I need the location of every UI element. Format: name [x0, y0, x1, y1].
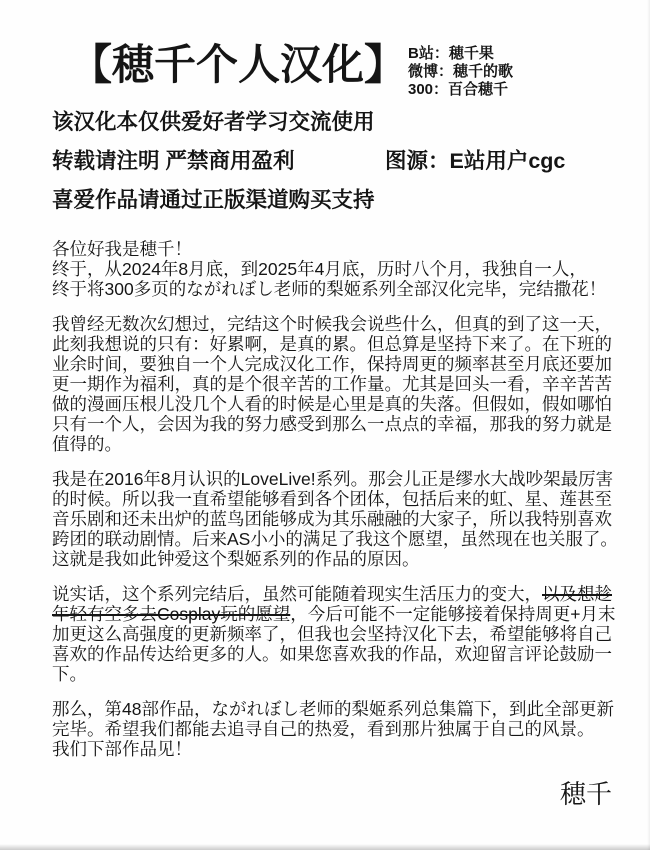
- text-line: 只有一个人，会因为我的努力感受到那么一点点的幸福，那我的努力就是: [52, 414, 612, 434]
- text-line: 这就是我如此钟爱这个梨姬系列的作品的原因。: [52, 549, 420, 569]
- text-line: 各位好我是穂千！: [52, 239, 192, 259]
- bilibili-handle: B站：穂千果: [408, 45, 494, 62]
- text-line: 下。: [52, 664, 87, 684]
- text-line: 喜欢的作品传达给更多的人。如果您喜欢我的作品，欢迎留言评论鼓励一: [52, 644, 612, 664]
- text-line: 加更这么高强度的更新频率了，但我也会坚持汉化下去，希望能够将自己: [52, 624, 612, 644]
- text-line: 更一期作为福利，真的是个很辛苦的工作量。尤其是回头一看，辛辛苦苦: [52, 374, 612, 394]
- text-line: 终于将300多页的ながれぼし老师的梨姬系列全部汉化完毕，完结撒花！: [52, 279, 607, 299]
- signature: 穂千: [559, 779, 612, 809]
- text-line: 此刻我想说的只有：好累啊，是真的累。但总算是坚持下来了。在下班的: [52, 334, 612, 354]
- text-line: 做的漫画压根儿没几个人看的时候是心里是真的失落。但假如，假如哪怕: [52, 394, 612, 414]
- text-line: 那么，第48部作品，ながれぼし老师的梨姬系列总集篇下，到此全部更新: [52, 699, 614, 719]
- paragraph-future-plans: [52, 584, 632, 684]
- paragraph-farewell: [52, 699, 632, 759]
- scan-edge-bottom: [0, 844, 650, 850]
- text-line: 业余时间，要独自一个人完成汉化工作，保持周更的频率甚至月底还要加: [52, 354, 612, 374]
- usage-notice: [52, 103, 622, 220]
- 300hero-handle: 300：百合穂千: [408, 81, 509, 98]
- strikethrough-text: 以及想趁: [542, 584, 612, 604]
- text-line: 完毕。希望我们都能去追寻自己的热爱，看到那片独属于自己的风景。: [52, 719, 595, 739]
- text-line: 终于，从2024年8月底，到2025年4月底，历时八个月，我独自一人，: [52, 259, 587, 279]
- text-line: 的时候。所以我一直希望能够看到各个团体，包括后来的虹、星、莲甚至: [52, 489, 612, 509]
- notice-image-source: 图源：E站用户cgc: [385, 149, 566, 173]
- notice-usage-line: 该汉化本仅供爱好者学习交流使用: [52, 110, 375, 134]
- page-title: 【穂千个人汉化】: [70, 41, 407, 88]
- text-line: 音乐剧和还未出炉的蓝鸟团能够成为其乐融融的大家子，所以我特别喜欢: [52, 509, 612, 529]
- text-line: 我是在2016年8月认识的LoveLive!系列。那会儿正是缪水大战吵架最厉害: [52, 469, 614, 489]
- text-line: 我曾经无数次幻想过，完结这个时候我会说些什么，但真的到了这一天，: [52, 314, 612, 334]
- notice-repost-text: 转载请注明 严禁商用盈利: [52, 149, 295, 173]
- paragraph-greeting: [52, 239, 632, 299]
- social-handles: [408, 45, 513, 99]
- weibo-handle: 微博：穂千的歌: [408, 63, 514, 80]
- text-segment: 说实话，这个系列完结后，虽然可能随着现实生活压力的变大，: [52, 584, 542, 604]
- text-line: [52, 584, 632, 604]
- notice-support-line: 喜爱作品请通过正版渠道购买支持: [52, 188, 375, 212]
- paragraph-reflection: [52, 314, 632, 454]
- text-line: 我们下部作品见！: [52, 739, 192, 759]
- text-line: 跨团的联动剧情。后来AS小小的满足了我这个愿望，虽然现在也关服了。: [52, 529, 618, 549]
- strikethrough-text: 年轻有空多去Cosplay玩的愿望: [52, 604, 291, 624]
- paragraph-lovelive: [52, 469, 632, 569]
- text-line: 值得的。: [52, 434, 122, 454]
- note-body: [52, 239, 632, 774]
- text-line: [52, 604, 632, 624]
- notice-repost-line: [52, 142, 622, 181]
- text-segment: ，今后可能不一定能够接着保持周更+月末: [290, 604, 616, 624]
